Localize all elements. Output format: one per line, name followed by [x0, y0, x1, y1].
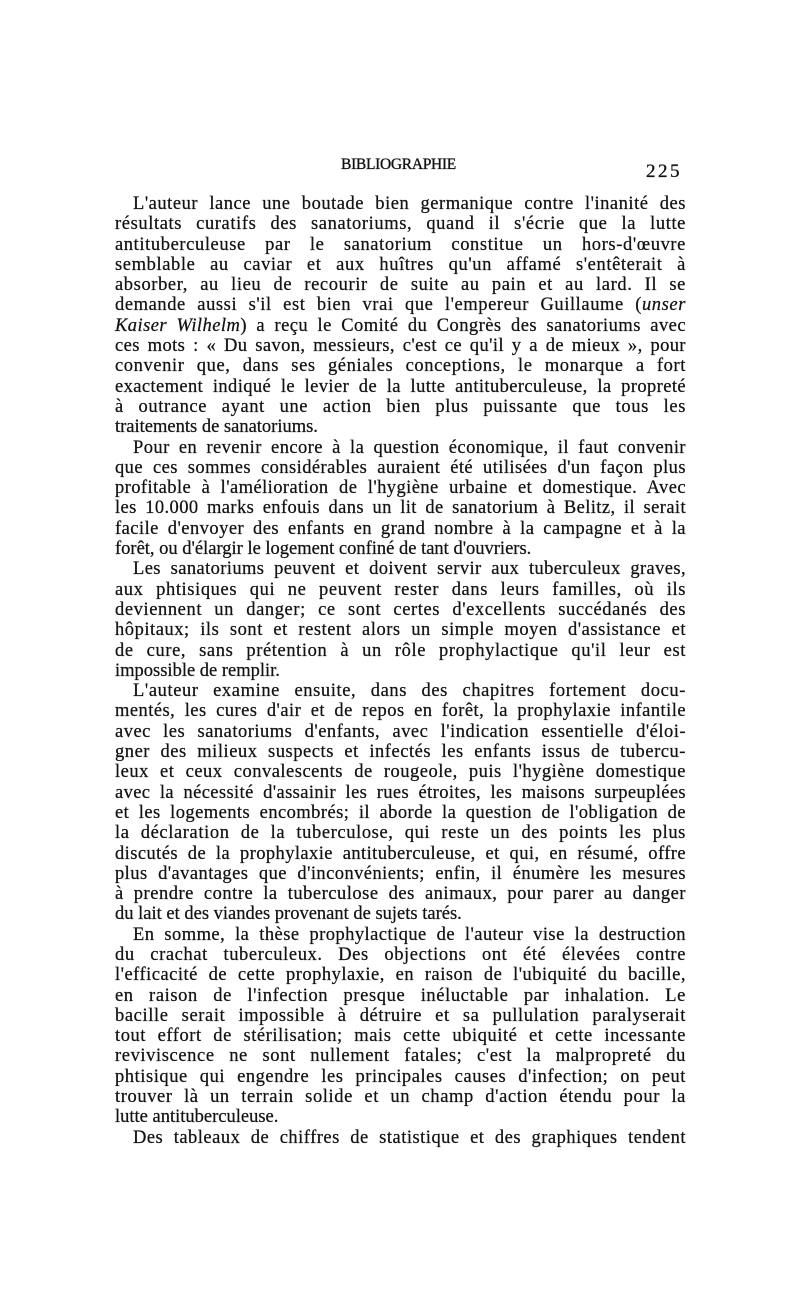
line-text: en raison de l'infection presque inéluctable par inhalation. Le	[115, 985, 686, 1006]
text-line	[115, 275, 686, 295]
text-line	[115, 600, 686, 620]
text-line	[115, 417, 686, 437]
line-text	[115, 316, 686, 336]
line-text: l'efficacité de cette prophylaxie, en raison de l'ubiquité du bacille,	[115, 965, 686, 986]
italic-text: unser	[641, 295, 686, 316]
line-text: absorber, au lieu de recourir de suite au pain et au lard. Il se	[115, 275, 686, 296]
text-line	[115, 580, 686, 600]
text-line	[115, 965, 686, 985]
text-line	[115, 742, 686, 762]
line-text: de cure, sans prétention à un rôle prophylactique qu'il leur est	[115, 640, 686, 661]
line-text: leux et ceux convalescents de rougeole, puis l'hygiène domestique	[115, 762, 686, 783]
line-text: discutés de la prophylaxie antituberculeuse, et qui, en résumé, offre	[115, 843, 686, 864]
text-line	[115, 844, 686, 864]
text-line	[115, 986, 686, 1006]
running-title: BIBLIOGRAPHIE	[341, 156, 456, 173]
line-text: forêt, ou d'élargir le logement confiné de tant d'ouvriers.	[115, 539, 532, 560]
text-line	[115, 701, 686, 721]
text-line	[115, 295, 686, 315]
paragraph	[115, 681, 686, 925]
text-line	[115, 255, 686, 275]
text-line	[115, 823, 686, 843]
text-line	[115, 498, 686, 518]
text-line	[115, 641, 686, 661]
text-line	[115, 803, 686, 823]
line-text: L'auteur lance une boutade bien germanique contre l'inanité des	[133, 194, 686, 214]
text-line	[115, 1006, 686, 1026]
text-line	[115, 620, 686, 640]
text-line	[115, 864, 686, 884]
text-line	[115, 783, 686, 803]
text-line	[115, 762, 686, 782]
line-text: trouver là un terrain solide et un champ d'action étendu pour la	[115, 1087, 686, 1108]
line-text: Pour en revenir encore à la question économique, il faut convenir	[133, 437, 686, 458]
roman-text: ) a reçu le Comité du Congrès des sanatoriums avec	[240, 315, 686, 336]
text-line	[115, 194, 686, 214]
paragraph	[115, 194, 686, 438]
line-text: résultats curatifs des sanatoriums, quand il s'écrie que la lutte	[115, 214, 686, 235]
line-text: exactement indiqué le levier de la lutte antituberculeuse, la propreté	[115, 376, 686, 397]
body-text	[115, 194, 686, 1148]
paragraph	[115, 438, 686, 560]
text-line	[115, 904, 686, 924]
line-text: les 10.000 marks enfouis dans un lit de sanatorium à Belitz, il serait	[115, 498, 686, 519]
line-text: la déclaration de la tuberculose, qui reste un des points les plus	[115, 823, 686, 844]
line-text: tout effort de stérilisation; mais cette ubiquité et cette incessante	[115, 1026, 686, 1047]
text-line	[115, 356, 686, 376]
line-text: hôpitaux; ils sont et restent alors un simple moyen d'assistance et	[115, 620, 686, 641]
text-line	[115, 519, 686, 539]
text-line	[115, 316, 686, 336]
text-line	[115, 377, 686, 397]
text-line	[115, 478, 686, 498]
line-text: que ces sommes considérables auraient été utilisées d'un façon plus	[115, 457, 686, 478]
text-line	[115, 884, 686, 904]
line-text: reviviscence ne sont nullement fatales; c'est la malpropreté du	[115, 1046, 686, 1067]
text-line	[115, 925, 686, 945]
line-text: En somme, la thèse prophylactique de l'auteur vise la destruction	[133, 924, 686, 945]
line-text: gner des milieux suspects et infectés les enfants issus de tubercu-	[115, 742, 686, 763]
line-text	[115, 295, 686, 315]
text-line	[115, 214, 686, 234]
line-text: convenir que, dans ses géniales conceptions, le monarque a fort	[115, 356, 686, 377]
line-text: mentés, les cures d'air et de repos en forêt, la prophylaxie infantile	[115, 701, 686, 722]
italic-text: Kaiser Wilhelm	[115, 315, 241, 336]
text-line	[115, 1046, 686, 1066]
line-text: impossible de remplir.	[115, 660, 280, 681]
line-text: phtisique qui engendre les principales causes d'infection; on peut	[115, 1066, 686, 1087]
text-line	[115, 681, 686, 701]
text-line	[115, 1128, 686, 1148]
text-line	[115, 1067, 686, 1087]
text-line	[115, 1087, 686, 1107]
line-text: traitements de sanatoriums.	[115, 417, 318, 438]
line-text: ces mots : « Du savon, messieurs, c'est ce qu'il y a de mieux », pour	[115, 336, 686, 357]
text-line	[115, 1107, 686, 1127]
text-line	[115, 1026, 686, 1046]
roman-text: demande aussi s'il est bien vrai que l'empereur Guillaume (	[115, 295, 642, 316]
line-text: à prendre contre la tuberculose des animaux, pour parer au danger	[115, 884, 686, 905]
line-text: profitable à l'amélioration de l'hygiène urbaine et domestique. Avec	[115, 478, 686, 499]
line-text: avec les sanatoriums d'enfants, avec l'indication essentielle d'éloi-	[115, 721, 686, 742]
paragraph	[115, 925, 686, 1128]
text-line	[115, 661, 686, 681]
text-line	[115, 397, 686, 417]
text-line	[115, 336, 686, 356]
page-number: 225	[646, 161, 682, 182]
line-text: avec la nécessité d'assainir les rues étroites, les maisons surpeuplées	[115, 782, 686, 803]
line-text: lutte antituberculeuse.	[115, 1107, 279, 1128]
line-text: bacille serait impossible à détruire et sa pullulation paralyserait	[115, 1005, 686, 1026]
text-line	[115, 945, 686, 965]
line-text: du crachat tuberculeux. Des objections ont été élevées contre	[115, 944, 686, 965]
line-text: L'auteur examine ensuite, dans des chapitres fortement docu-	[133, 681, 686, 702]
text-line	[115, 539, 686, 559]
text-line	[115, 438, 686, 458]
line-text: et les logements encombrés; il aborde la question de l'obligation de	[115, 802, 686, 823]
paragraph	[115, 1128, 686, 1148]
line-text: Des tableaux de chiffres de statistique et des graphiques tendent	[133, 1127, 686, 1148]
text-line	[115, 458, 686, 478]
line-text: plus d'avantages que d'inconvénients; enfin, il énumère les mesures	[115, 863, 686, 884]
text-line	[115, 722, 686, 742]
text-line	[115, 235, 686, 255]
paragraph	[115, 559, 686, 681]
line-text: Les sanatoriums peuvent et doivent servir aux tuberculeux graves,	[133, 559, 686, 580]
text-line	[115, 559, 686, 579]
line-text: deviennent un danger; ce sont certes d'excellents succédanés des	[115, 599, 686, 620]
line-text: semblable au caviar et aux huîtres qu'un affamé s'entêterait à	[115, 254, 686, 275]
line-text: à outrance ayant une action bien plus puissante que tous les	[115, 396, 686, 417]
line-text: facile d'envoyer des enfants en grand nombre à la campagne et à la	[115, 518, 686, 539]
line-text: du lait et des viandes provenant de sujets tarés.	[115, 904, 462, 925]
line-text: aux phtisiques qui ne peuvent rester dans leurs familles, où ils	[115, 579, 686, 600]
line-text: antituberculeuse par le sanatorium constitue un hors-d'œuvre	[115, 234, 686, 255]
